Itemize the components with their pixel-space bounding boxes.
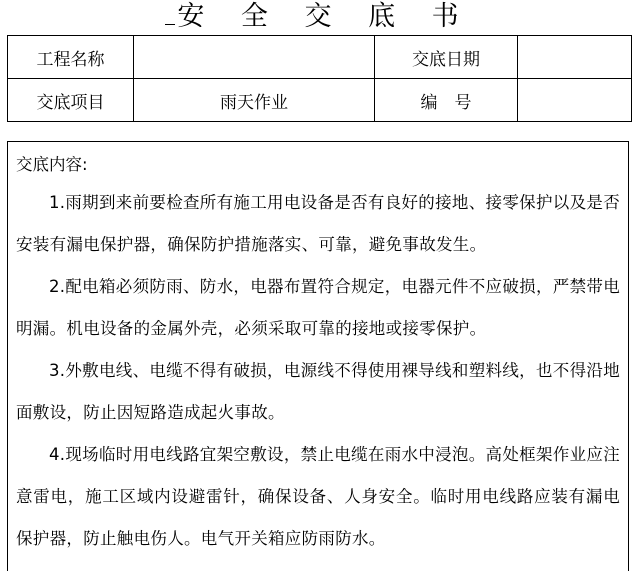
project-name-label: 工程名称 — [8, 36, 134, 79]
project-name-value[interactable] — [134, 36, 375, 79]
number-label: 编 号 — [375, 79, 518, 122]
item-label: 交底项目 — [8, 79, 134, 122]
number-value[interactable] — [518, 79, 632, 122]
date-value[interactable] — [518, 36, 632, 79]
content-label: 交底内容: — [16, 155, 88, 174]
header-table — [7, 35, 632, 122]
header-row-item — [8, 79, 632, 122]
header-row-project — [8, 36, 632, 79]
content-box — [7, 141, 629, 571]
content-paragraph-3: 3.外敷电线、电缆不得有破损，电源线不得使用裸导线和塑料线，也不得沿地面敷设，防止因短路造成起火事故。 — [16, 361, 620, 422]
item-value[interactable]: 雨天作业 — [134, 79, 375, 122]
content-paragraph-2: 2.配电箱必须防雨、防水，电器布置符合规定，电器元件不应破损，严禁带电明漏。机电设备的金属外壳，必须采取可靠的接地或接零保护。 — [16, 277, 620, 338]
date-label: 交底日期 — [375, 36, 518, 79]
document-title — [0, 0, 638, 34]
content-paragraph-1: 1.雨期到来前要检查所有施工用电设备是否有良好的接地、接零保护以及是否安装有漏电保护器，确保防护措施落实、可靠，避免事故发生。 — [16, 193, 620, 254]
content-paragraph-4: 4.现场临时用电线路宜架空敷设，禁止电缆在雨水中浸泡。高处框架作业应注意雷电，施工区域内设避雷针，确保设备、人身安全。临时用电线路应装有漏电保护器，防止触电伤人。电气开关箱应防雨防水。 — [16, 445, 620, 548]
title-underline-mark — [165, 0, 175, 25]
document-title-text: 安 全 交 底 书 — [177, 1, 473, 32]
